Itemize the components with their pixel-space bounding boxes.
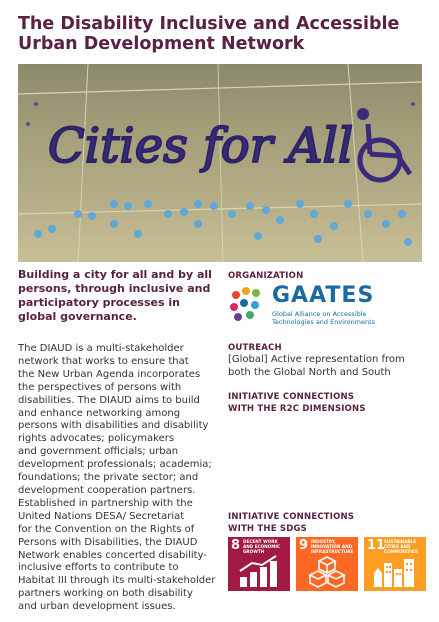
body-line: development cooperation partners. — [18, 484, 196, 496]
sdg-label: DECENT WORK AND ECONOMIC GROWTH — [243, 539, 281, 554]
body-line: for the Convention on the Rights of — [18, 523, 195, 535]
body-line: rights advocates; policymakers — [18, 433, 175, 445]
body-line: network that works to ensure that — [18, 355, 189, 367]
lead-statement: Building a city for all and by all persons, through inclusive and participatory processes in global governance. — [18, 268, 212, 323]
gaates-logo — [228, 285, 398, 333]
sdg-number: 8 — [231, 538, 241, 553]
body-line: The DIAUD is a multi-stakeholder — [18, 343, 184, 354]
body-line: Habitat III through its multi-stakeholder — [18, 575, 216, 587]
logo-name: GAATES — [272, 283, 375, 308]
title-line-1: The Disability Inclusive and Accessible — [18, 14, 400, 34]
body-line: Network enables concerted disability- — [18, 549, 207, 561]
body-line: persons with disabilities and disability — [18, 420, 209, 432]
organization-heading: ORGANIZATION — [228, 271, 304, 281]
outreach-line-2: both the Global North and South — [228, 366, 391, 378]
gaates-logo-icon — [228, 285, 268, 325]
outreach-text — [228, 354, 428, 380]
description-text — [18, 343, 224, 614]
sdg-number: 11 — [367, 538, 386, 553]
body-line: inclusive efforts to contribute to — [18, 562, 179, 574]
body-line: Persons with Disabilities, the DIAUD — [18, 536, 198, 548]
aerial-crowd-photo — [18, 64, 422, 262]
growth-chart-icon — [236, 555, 282, 589]
cities-for-all-slogan: Cities for All — [48, 118, 354, 174]
body-line: disabilities. The DIAUD aims to build — [18, 394, 200, 406]
r2c-heading-line-2: WITH THE R2C DIMENSIONS — [228, 404, 366, 414]
sdg-9-tile — [296, 537, 358, 591]
body-line: Established in partnership with the — [18, 497, 193, 509]
title-line-2: Urban Development Network — [18, 34, 305, 54]
sdg-heading — [228, 511, 428, 535]
r2c-heading-line-1: INITIATIVE CONNECTIONS — [228, 392, 355, 402]
sdg-8-tile — [228, 537, 290, 591]
sdg-icons — [228, 537, 428, 592]
page-title — [18, 14, 428, 54]
city-buildings-icon — [372, 555, 418, 589]
outreach-heading: OUTREACH — [228, 343, 282, 353]
logo-subtitle-line-2: Technologies and Environments — [272, 318, 376, 326]
body-line: United Nations DESA/ Secretariat — [18, 510, 185, 522]
body-line: and government officials; urban — [18, 446, 179, 458]
sdg-label: INDUSTRY, INNOVATION AND INFRASTRUCTURE — [311, 539, 354, 554]
r2c-heading — [228, 391, 428, 415]
body-line: and enhance networking among — [18, 407, 181, 419]
sdg-11-tile — [364, 537, 426, 591]
sdg-heading-line-1: INITIATIVE CONNECTIONS — [228, 512, 355, 522]
body-line: foundations; the private sector; and — [18, 472, 199, 484]
cubes-icon — [304, 555, 350, 589]
outreach-line-1: [Global] Active representation from — [228, 354, 405, 365]
body-line: the perspectives of persons with — [18, 381, 182, 393]
sdg-label: SUSTAINABLE CITIES AND COMMUNITIES — [384, 539, 418, 554]
logo-subtitle — [272, 310, 402, 326]
body-line: development professionals; academia; — [18, 459, 212, 471]
logo-subtitle-line-1: Global Alliance on Accessible — [272, 310, 367, 318]
body-line: partners working on both disability — [18, 588, 193, 600]
body-line: and urban development issues. — [18, 601, 176, 613]
sdg-heading-line-2: WITH THE SDGS — [228, 524, 307, 534]
body-line: the New Urban Agenda incorporates — [18, 368, 201, 380]
sdg-number: 9 — [299, 538, 309, 553]
